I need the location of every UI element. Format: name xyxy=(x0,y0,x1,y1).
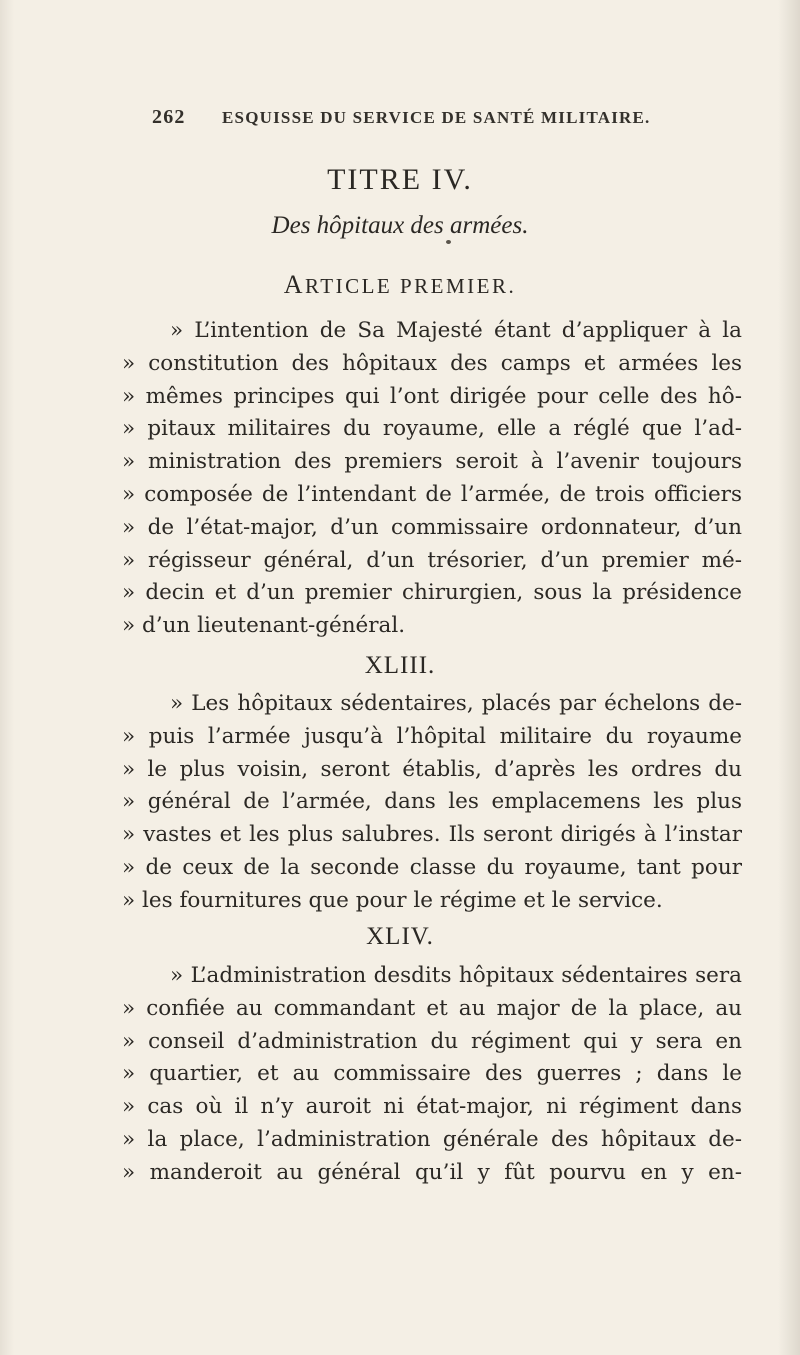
article-heading-initial: A xyxy=(283,270,306,299)
text-line: » mêmes principes qui l’ont dirigée pour celle des hô- xyxy=(122,383,742,409)
section-heading-xliii: XLIII. xyxy=(364,652,436,679)
text-line: » d’un lieutenant-général. xyxy=(122,613,406,639)
text-line: » confiée au commandant et au major de la place, au xyxy=(122,995,742,1021)
text-line: » les fournitures que pour le régime et le service. xyxy=(122,887,663,913)
running-head xyxy=(152,106,712,129)
section-heading-xliv: XLIV. xyxy=(366,923,434,950)
text-line: » de ceux de la seconde classe du royaume, tant pour xyxy=(122,854,742,880)
running-head-title: ESQUISSE DU SERVICE DE SANTÉ MILITAIRE. xyxy=(222,108,651,127)
article-paragraph xyxy=(122,315,742,643)
text-line: » général de l’armée, dans les emplacemens les plus xyxy=(122,789,742,815)
text-line: » cas où il n’y auroit ni état-major, ni régiment dans xyxy=(122,1094,742,1120)
text-line: » vastes et les plus salubres. Ils seront dirigés à l’instar xyxy=(122,822,742,848)
chapter-title: TITRE IV. xyxy=(327,163,473,196)
text-line: » constitution des hôpitaux des camps et armées les xyxy=(122,350,742,376)
chapter-subtitle: Des hôpitaux des armées. xyxy=(271,212,529,239)
text-line: » régisseur général, d’un trésorier, d’un premier mé- xyxy=(122,547,742,573)
text-line: » la place, l’administration générale des hôpitaux de- xyxy=(122,1126,742,1152)
text-line: » conseil d’administration du régiment qui y sera en xyxy=(122,1028,742,1054)
text-line: » de l’état-major, d’un commissaire ordonnateur, d’un xyxy=(122,514,742,540)
page-number: 262 xyxy=(152,106,186,128)
text-line: » quartier, et au commissaire des guerres ; dans le xyxy=(122,1061,742,1087)
text-line: » L’administration desdits hôpitaux sédentaires sera xyxy=(170,963,742,988)
text-line: » pitaux militaires du royaume, elle a réglé que l’ad- xyxy=(122,416,742,442)
article-heading xyxy=(0,270,800,300)
text-line: » composée de l’intendant de l’armée, de trois officiers xyxy=(122,481,742,507)
text-line: » manderoit au général qu’il y fût pourvu en y en- xyxy=(122,1159,742,1185)
section-xliv-paragraph xyxy=(122,960,742,1190)
article-heading-rest: RTICLE PREMIER. xyxy=(305,274,517,298)
text-line: » L’intention de Sa Majesté étant d’appliquer à la xyxy=(170,318,742,343)
text-line: » ministration des premiers seroit à l’avenir toujours xyxy=(122,449,742,475)
text-line: » puis l’armée jusqu’à l’hôpital militaire du royaume xyxy=(122,723,742,749)
text-line: » Les hôpitaux sédentaires, placés par échelons de- xyxy=(170,691,742,716)
text-line: » decin et d’un premier chirurgien, sous la présidence xyxy=(122,580,742,606)
ink-speck xyxy=(446,240,451,244)
text-line: » le plus voisin, seront établis, d’après les ordres du xyxy=(122,756,742,782)
section-xliii-paragraph xyxy=(122,688,742,918)
